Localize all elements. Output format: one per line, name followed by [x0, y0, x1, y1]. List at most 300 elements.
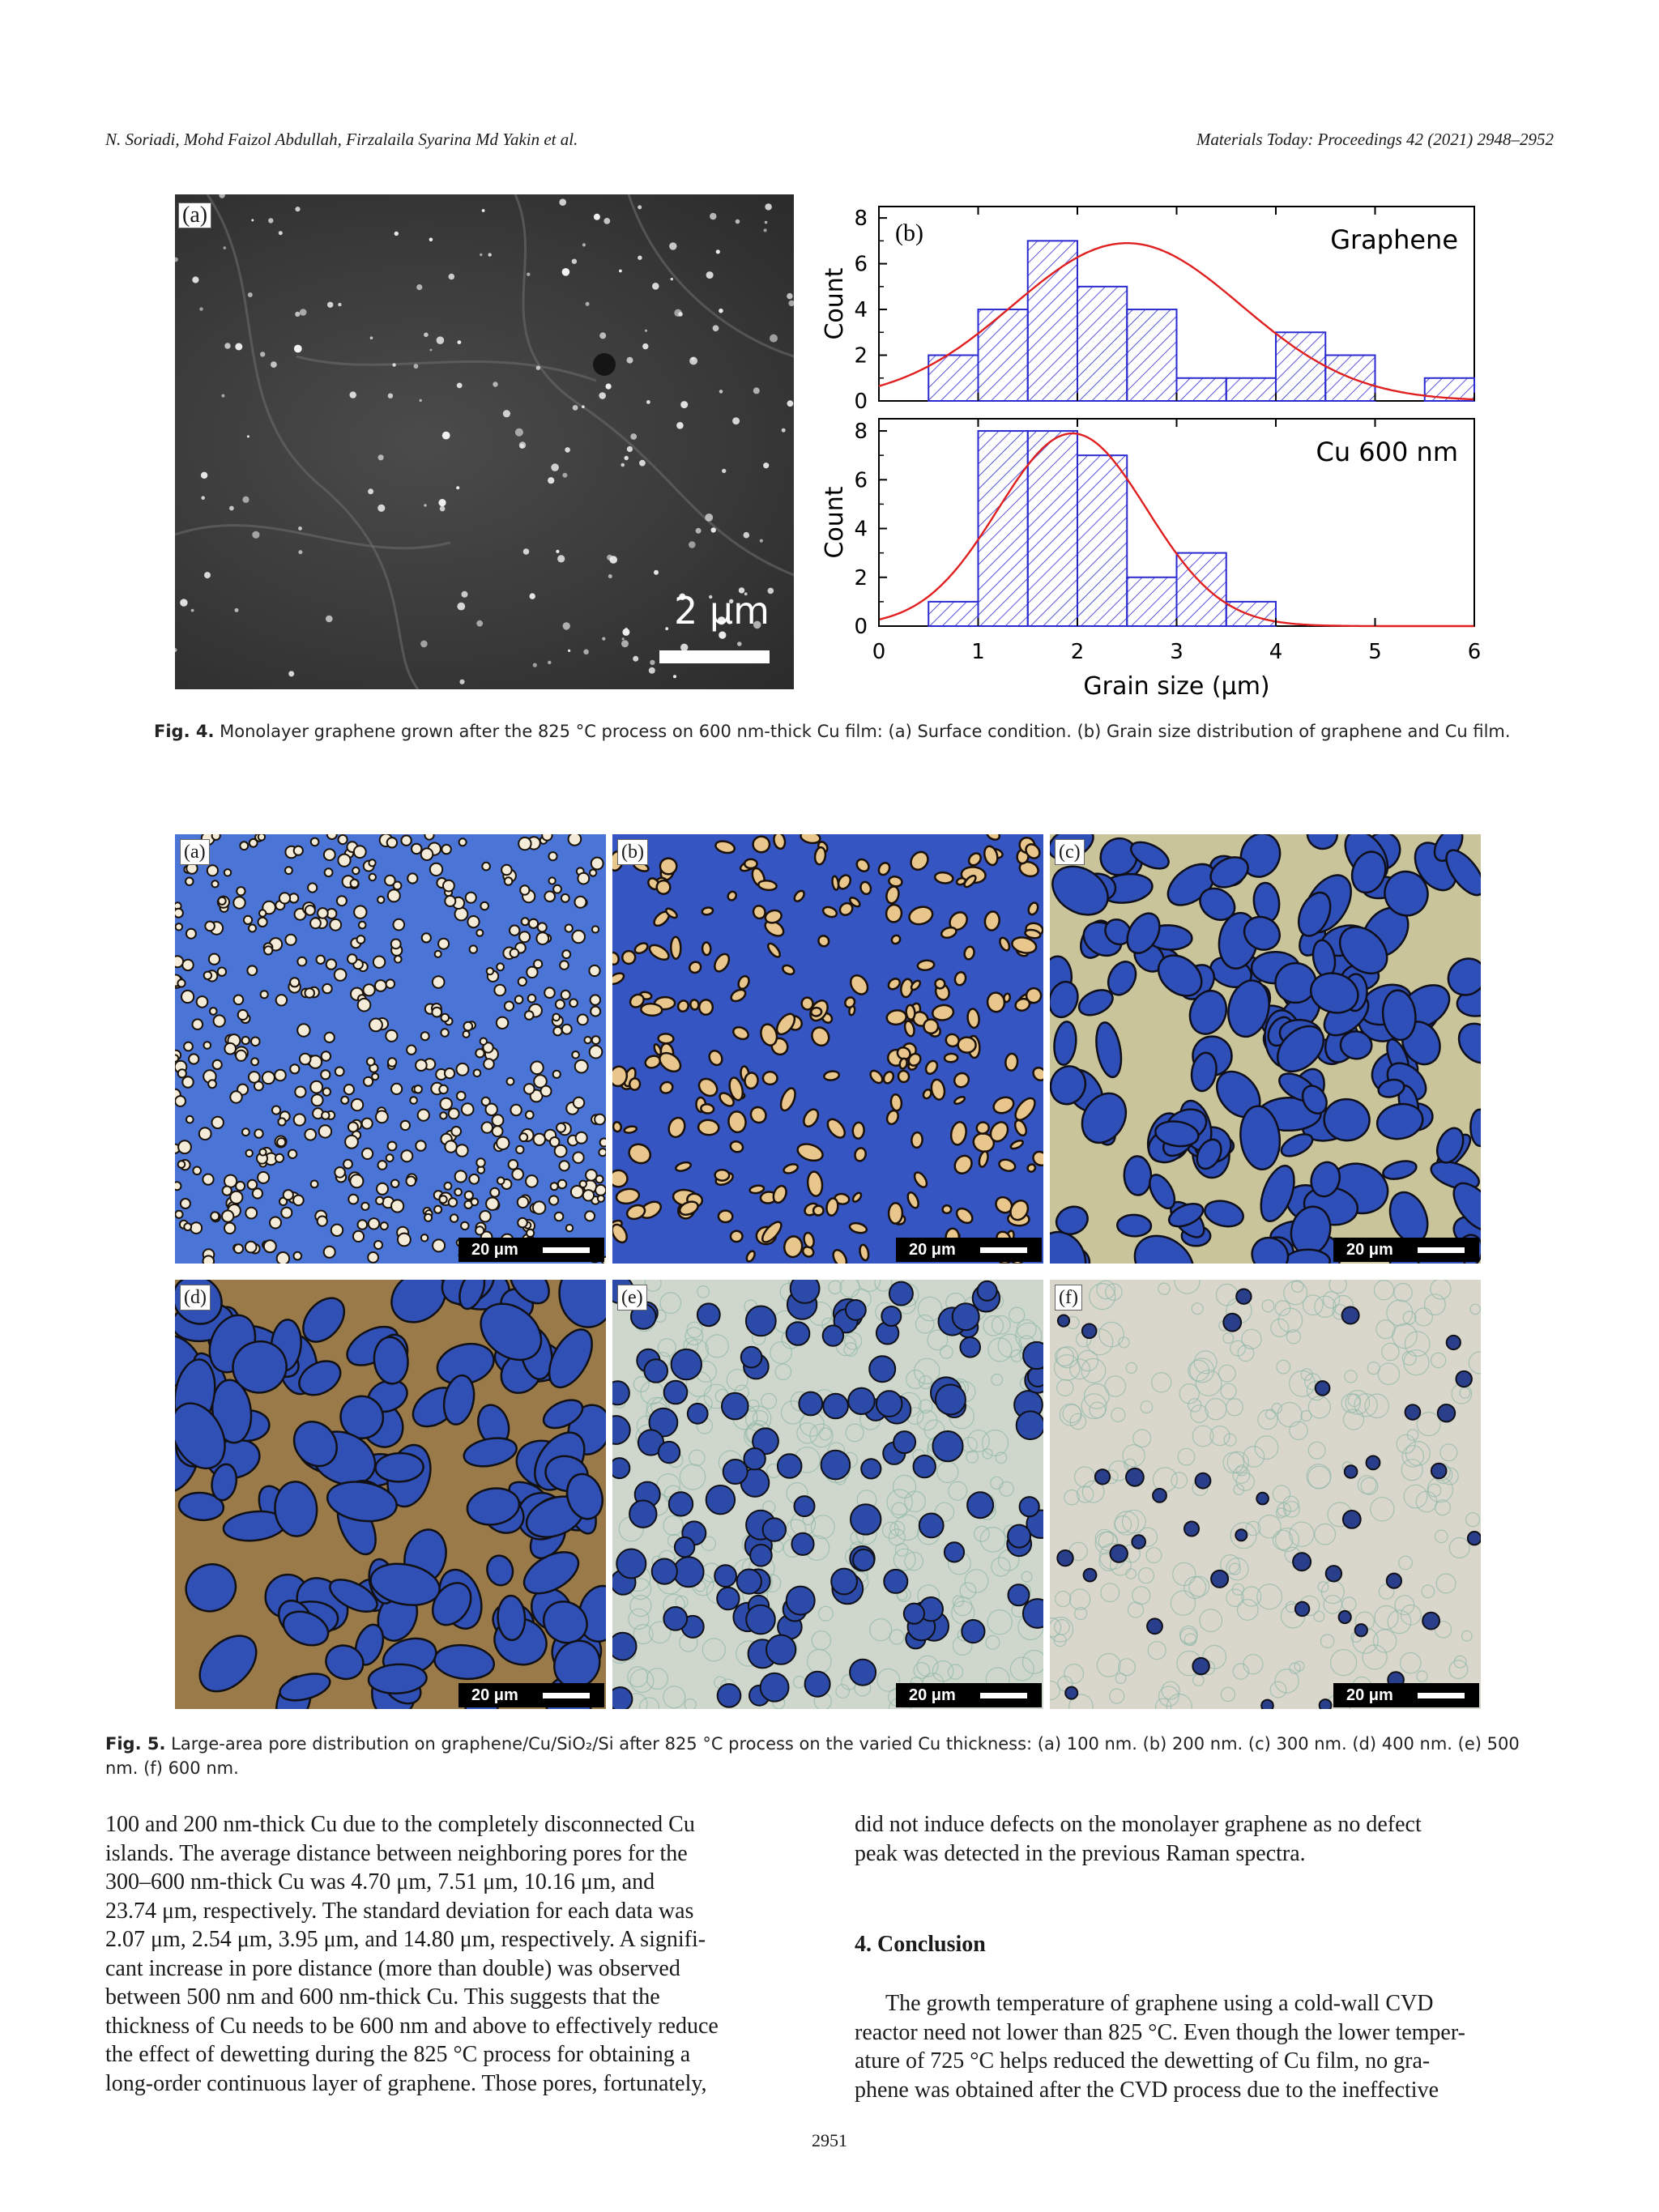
pore — [951, 1153, 975, 1177]
x-tick-label: 2 — [1070, 640, 1085, 664]
grain-boundary — [968, 1430, 990, 1452]
left-line: thickness of Cu needs to be 600 nm and above to effectively reduce — [105, 2013, 719, 2039]
scale-bar-line — [1418, 1247, 1465, 1253]
grain-boundary — [966, 1451, 979, 1463]
grain-boundary — [1394, 1284, 1412, 1302]
pore — [624, 1125, 638, 1133]
grain-boundary — [1224, 1434, 1236, 1446]
grain-boundary — [1271, 1319, 1289, 1336]
pore — [377, 897, 384, 903]
pore — [531, 1062, 544, 1075]
left-line: islands. The average distance between neighboring pores for the — [105, 1840, 688, 1866]
pore — [455, 908, 468, 921]
sem-particle — [586, 302, 590, 306]
histogram-bar — [1077, 287, 1127, 401]
pore — [438, 939, 449, 949]
pore — [519, 1133, 527, 1141]
pore — [386, 1154, 394, 1161]
pore — [462, 1103, 474, 1115]
sem-particle — [582, 405, 585, 408]
pore — [432, 1008, 441, 1017]
sem-particle — [711, 527, 716, 532]
grain-boundary — [1277, 1360, 1290, 1374]
grain-boundary — [1404, 1485, 1427, 1508]
grain-boundary — [1056, 1592, 1071, 1607]
pore — [659, 1442, 680, 1463]
scale-bar — [1333, 1238, 1479, 1262]
grain-boundary — [1138, 1568, 1154, 1583]
pore — [917, 960, 935, 971]
grain-boundary — [1056, 1348, 1074, 1366]
grain-boundary — [893, 1475, 916, 1498]
scale-bar — [458, 1238, 604, 1262]
pore — [741, 1347, 762, 1368]
pore — [548, 852, 557, 860]
grain-boundary — [630, 1596, 651, 1617]
sem-particle — [562, 268, 570, 276]
pore — [551, 1183, 558, 1190]
pore — [549, 1196, 558, 1204]
grain-boundary — [1205, 1399, 1226, 1420]
pore — [1261, 1700, 1273, 1709]
grain-boundary — [663, 1515, 683, 1535]
pore — [482, 863, 490, 871]
pore — [644, 1054, 662, 1069]
sem-particle — [606, 384, 612, 390]
pore — [526, 1111, 534, 1119]
pore — [591, 1007, 600, 1016]
pore — [516, 1146, 523, 1153]
sem-particle — [416, 284, 422, 290]
pore — [476, 930, 483, 936]
pore — [204, 1042, 211, 1049]
pore — [471, 1199, 479, 1206]
pore — [985, 834, 1001, 842]
pore — [952, 1070, 971, 1089]
pore — [573, 1153, 583, 1163]
sem-particle — [627, 446, 633, 452]
fig5-panel-label: (a) — [180, 839, 210, 865]
pore — [190, 1222, 202, 1234]
pore — [1052, 1021, 1078, 1066]
pore — [723, 1460, 748, 1484]
histogram-bar — [1127, 309, 1176, 401]
grain-boundary — [1075, 1467, 1095, 1487]
pore — [388, 1058, 396, 1066]
sem-particle — [438, 499, 446, 506]
pore — [729, 987, 747, 1004]
pore — [311, 1181, 318, 1188]
pore — [814, 846, 826, 865]
scale-bar-line — [1418, 1693, 1465, 1698]
sem-particle — [368, 488, 373, 494]
grain-boundary — [775, 1364, 791, 1379]
pore — [181, 1199, 190, 1208]
pore — [248, 1180, 258, 1190]
scale-bar-label: 20 μm — [909, 1686, 956, 1704]
pore — [394, 956, 402, 963]
pore — [766, 942, 783, 959]
grain-boundary — [1128, 1602, 1144, 1617]
sem-particle — [705, 514, 713, 522]
pore — [821, 1451, 851, 1480]
pore — [569, 999, 578, 1008]
pore — [212, 1117, 224, 1128]
grain-boundary — [937, 1462, 958, 1483]
pore — [1355, 1624, 1367, 1636]
pore — [259, 1149, 266, 1155]
sem-particle — [519, 441, 526, 448]
pore — [204, 972, 211, 979]
pore — [348, 954, 356, 963]
pore — [553, 1027, 561, 1035]
pore — [279, 893, 290, 903]
pore — [394, 919, 405, 931]
sem-particle — [621, 640, 629, 647]
pore — [450, 1214, 458, 1221]
sem-particle — [645, 330, 647, 332]
sem-particle — [536, 366, 540, 370]
pore — [553, 1071, 561, 1078]
pore — [718, 1684, 741, 1707]
sem-particle — [669, 242, 676, 249]
pore — [520, 885, 529, 894]
pore — [288, 1150, 296, 1158]
sem-particle — [201, 472, 207, 479]
grain-boundary — [1401, 1653, 1421, 1673]
pore — [907, 849, 932, 873]
pore — [953, 1095, 966, 1105]
grain-boundary — [1449, 1538, 1469, 1558]
grain-boundary — [992, 1375, 1003, 1386]
pore — [433, 1239, 445, 1251]
pore — [823, 1394, 848, 1419]
pore — [430, 863, 442, 876]
scale-bar-label: 20 μm — [1346, 1686, 1393, 1704]
running-header-authors: N. Soriadi, Mohd Faizol Abdullah, Firzalaila Syarina Md Yakin et al. — [105, 130, 578, 149]
pore — [277, 1138, 285, 1146]
pore — [791, 1533, 813, 1555]
pore — [831, 1569, 857, 1595]
running-header-journal: Materials Today: Proceedings 42 (2021) 2948–2952 — [1196, 130, 1554, 149]
pore — [1256, 1493, 1269, 1505]
pore — [783, 1235, 804, 1259]
pore — [463, 1031, 470, 1038]
sem-particle — [627, 357, 633, 364]
pore — [599, 1149, 606, 1156]
grain-boundary — [1417, 1413, 1440, 1436]
y-tick-label: 0 — [854, 390, 868, 414]
pore — [923, 1059, 940, 1076]
pore — [322, 984, 331, 993]
left-line: long-order continuous layer of graphene. Those pores, fortunately, — [105, 2070, 707, 2096]
pore — [377, 1183, 388, 1195]
sem-particle — [763, 462, 769, 468]
pore — [208, 1080, 216, 1088]
grain-boundary — [949, 1481, 967, 1500]
grain-boundary — [1148, 1642, 1166, 1660]
grain-boundary — [1290, 1421, 1307, 1439]
pore — [212, 834, 220, 840]
pore — [285, 935, 296, 945]
pore — [1303, 834, 1342, 854]
pore — [560, 961, 569, 970]
fig4-grain-size-charts — [810, 178, 1507, 705]
pore — [476, 1226, 484, 1234]
pore — [416, 1140, 425, 1150]
pore — [736, 974, 751, 991]
pore — [591, 995, 600, 1004]
sem-particle — [556, 550, 559, 553]
pore — [699, 999, 714, 1015]
sem-particle — [247, 435, 249, 437]
pore — [459, 838, 467, 846]
left-line: the effect of dewetting during the 825 °C process for obtaining a — [105, 2042, 691, 2067]
grain-boundary — [1184, 1577, 1206, 1599]
grain-boundary — [1345, 1370, 1357, 1383]
sem-hole — [593, 353, 616, 376]
pore — [744, 1448, 765, 1469]
pore — [294, 846, 303, 855]
pore — [375, 980, 386, 991]
pore — [456, 1144, 468, 1157]
sem-particle — [457, 383, 463, 389]
sem-particle — [680, 401, 688, 408]
pore — [647, 942, 672, 962]
pore — [1339, 1611, 1351, 1623]
histogram-bar — [1226, 602, 1276, 626]
pore — [378, 1161, 387, 1170]
grain-boundary — [647, 1669, 668, 1690]
pore — [242, 1128, 249, 1136]
pore — [317, 956, 325, 964]
grain-boundary — [1374, 1281, 1393, 1300]
grain-boundary — [1449, 1660, 1468, 1679]
grain-boundary — [1460, 1387, 1470, 1398]
pore — [186, 929, 196, 939]
pore — [889, 1282, 913, 1306]
pore — [847, 972, 871, 997]
grain-boundary — [1158, 1283, 1170, 1294]
sem-particle — [420, 641, 428, 648]
sem-particle — [572, 259, 577, 264]
pore — [1456, 1371, 1472, 1387]
pore — [354, 846, 366, 858]
pore — [672, 1349, 702, 1379]
pore — [983, 845, 1000, 867]
pore — [629, 1501, 656, 1528]
pore — [245, 1242, 257, 1253]
grain-boundary — [1126, 1569, 1136, 1579]
sem-particle — [787, 293, 792, 299]
grain-boundary — [1323, 1292, 1339, 1308]
pore — [552, 1014, 560, 1021]
pore — [341, 1097, 348, 1104]
sem-particle — [562, 473, 567, 478]
grain-boundary — [1314, 1611, 1324, 1622]
pore — [219, 897, 226, 905]
pore — [223, 1187, 232, 1196]
sem-particle — [493, 381, 497, 386]
pore — [262, 1072, 275, 1084]
pore — [259, 910, 266, 916]
sem-particle — [753, 387, 760, 394]
pore — [600, 1139, 606, 1147]
grain-boundary — [906, 1370, 925, 1389]
grain-boundary — [846, 1424, 864, 1442]
pore — [369, 874, 376, 880]
pore — [633, 941, 650, 955]
pore — [596, 1175, 603, 1183]
pore — [1387, 1574, 1401, 1588]
pore — [569, 834, 582, 846]
fig5-panel-b — [612, 834, 1043, 1264]
pore — [885, 904, 902, 923]
pore — [401, 1121, 410, 1130]
pore — [285, 867, 292, 874]
pore — [388, 889, 400, 901]
pore — [251, 1058, 258, 1065]
sem-particle — [442, 432, 450, 440]
sem-particle — [530, 593, 535, 599]
pore — [497, 963, 504, 970]
pore — [1235, 1529, 1247, 1541]
scale-bar-line — [980, 1247, 1027, 1253]
grain-boundary — [753, 1411, 768, 1426]
sem-particle — [563, 622, 570, 629]
pore — [525, 1011, 534, 1020]
grain-boundary — [1284, 1281, 1307, 1305]
pore — [1274, 962, 1316, 1004]
pore — [482, 1122, 493, 1132]
pore — [616, 1549, 646, 1579]
pore — [190, 1625, 267, 1702]
pore — [348, 1195, 358, 1204]
y-axis-label: Count — [821, 267, 849, 340]
pore — [518, 1197, 528, 1208]
pore — [541, 1086, 552, 1097]
fig5-caption — [105, 1732, 1555, 1780]
pore — [922, 1089, 932, 1100]
pore — [175, 1096, 186, 1106]
fig5-panel-f — [1050, 1280, 1481, 1709]
pore — [277, 1669, 333, 1705]
pore — [890, 1093, 902, 1110]
grain-boundary — [1011, 1350, 1023, 1362]
pore — [727, 890, 738, 902]
pore — [930, 1078, 946, 1101]
pore — [1153, 1489, 1166, 1502]
left-line: cant increase in pore distance (more than double) was observed — [105, 1955, 680, 1981]
grain-boundary — [1440, 1444, 1457, 1461]
pore — [434, 1206, 441, 1213]
pore — [1447, 1336, 1461, 1349]
grain-boundary — [960, 1583, 976, 1599]
grain-boundary — [1294, 1661, 1304, 1671]
y-tick-label: 8 — [854, 420, 868, 445]
pore — [518, 1218, 527, 1228]
sem-particle — [673, 675, 676, 678]
pore — [387, 837, 397, 847]
pore — [388, 1142, 397, 1151]
grain-boundary — [1324, 1596, 1341, 1613]
pore — [729, 1140, 744, 1153]
pore — [385, 876, 395, 886]
sem-particle — [533, 663, 537, 667]
pore — [556, 1280, 606, 1331]
fig5-panel-a — [175, 834, 606, 1264]
pore — [942, 1205, 951, 1213]
pore — [407, 1046, 416, 1055]
pore — [886, 1009, 907, 1025]
grain-boundary — [1055, 1620, 1070, 1635]
pore — [885, 885, 900, 905]
histogram-bar — [979, 309, 1028, 401]
y-tick-label: 0 — [854, 615, 868, 639]
pore — [518, 978, 527, 986]
pore — [1295, 1602, 1309, 1616]
pore — [911, 1132, 923, 1149]
pore — [574, 1097, 584, 1108]
grain-boundary — [1223, 1333, 1234, 1344]
pore — [203, 1255, 215, 1264]
sem-particle — [248, 292, 253, 297]
pore — [727, 1110, 747, 1133]
pore — [549, 877, 556, 884]
pore — [294, 1252, 302, 1260]
pore — [433, 1643, 496, 1682]
grain-boundary — [1292, 1281, 1303, 1292]
pore — [676, 999, 691, 1013]
pore — [209, 954, 220, 965]
fig5-panel-d — [175, 1280, 606, 1709]
pore — [353, 1231, 364, 1242]
pore — [386, 1030, 397, 1042]
grain-boundary — [1315, 1296, 1336, 1317]
pore — [792, 889, 806, 903]
pore — [612, 1222, 629, 1245]
pore — [311, 838, 319, 846]
pore — [175, 909, 183, 918]
pore — [181, 991, 194, 1003]
sem-particle — [760, 539, 763, 543]
pore — [1470, 1110, 1481, 1146]
pore — [318, 1217, 327, 1226]
pore — [689, 999, 699, 1011]
pore — [391, 1084, 402, 1094]
sem-particle — [782, 428, 786, 433]
pore — [876, 1391, 902, 1417]
pore — [213, 1060, 222, 1069]
right-line: The growth temperature of graphene using a cold-wall CVD — [885, 1991, 1434, 2016]
sem-particle — [370, 336, 373, 339]
grain-boundary — [1223, 1452, 1244, 1473]
sem-particle — [199, 307, 203, 310]
sem-particle — [732, 417, 740, 424]
pore — [497, 1137, 509, 1149]
grain-boundary — [1236, 1473, 1254, 1490]
pore — [237, 887, 245, 895]
pore — [445, 1183, 452, 1190]
grain-boundary — [932, 1661, 953, 1681]
sem-particle — [583, 650, 589, 655]
grain-boundary — [680, 1464, 706, 1490]
pore — [712, 952, 732, 974]
pore — [357, 936, 365, 944]
pore — [744, 859, 757, 868]
pore — [1117, 1214, 1152, 1237]
pore — [175, 1211, 182, 1218]
